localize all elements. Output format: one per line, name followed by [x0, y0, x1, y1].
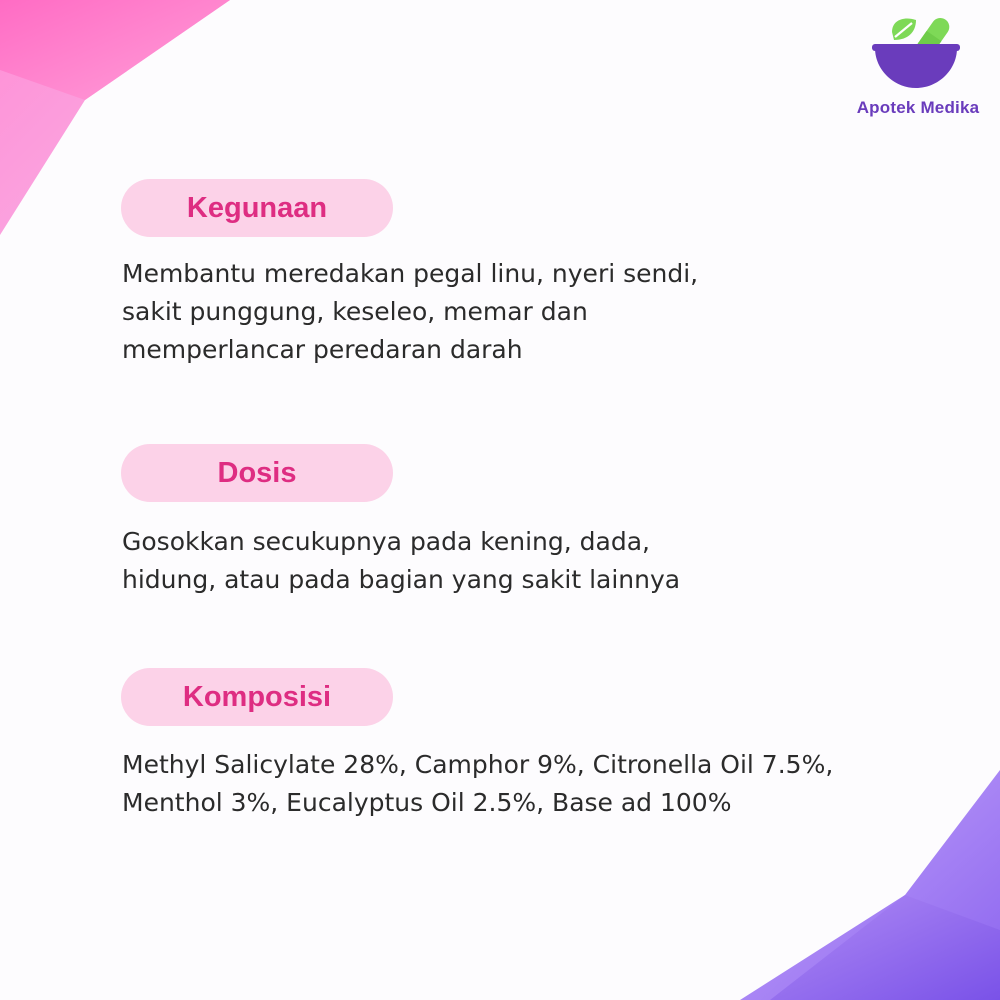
section-title-komposisi: Komposisi — [121, 668, 393, 726]
body-line: Menthol 3%, Eucalyptus Oil 2.5%, Base ad 100% — [122, 788, 732, 817]
body-line: hidung, atau pada bagian yang sakit lainnya — [122, 565, 681, 594]
section-title-dosis: Dosis — [121, 444, 393, 502]
body-line: Membantu meredakan pegal linu, nyeri sendi, — [122, 259, 699, 288]
section-body-komposisi — [122, 746, 922, 822]
section-body-dosis — [122, 523, 922, 599]
body-line: sakit punggung, keseleo, memar dan — [122, 297, 588, 326]
section-title-kegunaan: Kegunaan — [121, 179, 393, 237]
section-body-kegunaan — [122, 255, 922, 369]
body-line: memperlancar peredaran darah — [122, 335, 523, 364]
body-line: Methyl Salicylate 28%, Camphor 9%, Citronella Oil 7.5%, — [122, 750, 834, 779]
mortar-leaf-capsule-icon — [872, 14, 964, 94]
body-line: Gosokkan secukupnya pada kening, dada, — [122, 527, 650, 556]
brand-name: Apotek Medika — [856, 98, 980, 117]
brand-logo — [848, 14, 988, 124]
